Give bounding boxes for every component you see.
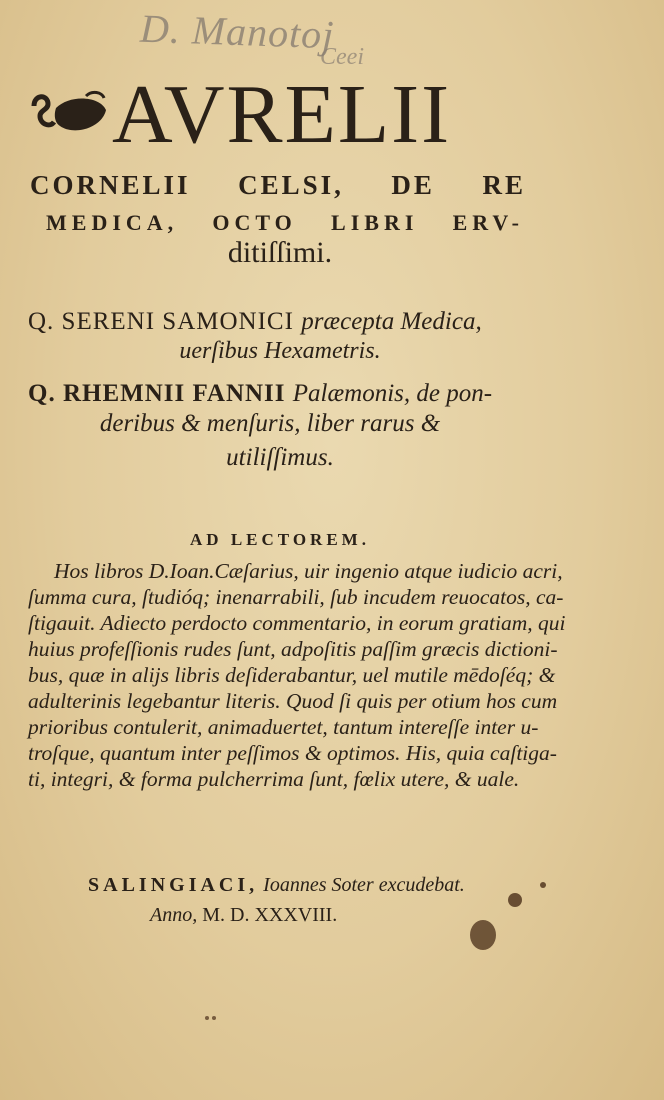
handwritten-signature: D. Manotoj (139, 5, 336, 58)
preface-line: huius profeſſionis rudes ſunt, adpoſitis paſſim græcis dictioni- (28, 637, 558, 661)
work3-title: Palæmonis, de pon- (292, 380, 493, 407)
ink-stain (508, 893, 522, 907)
work2-author: Q. SERENI SAMONICI (28, 308, 294, 335)
ink-spot (540, 882, 546, 888)
work3-line3: utiliſſimus. (226, 444, 334, 471)
title-line-2: CORNELII CELSI, DE RE (30, 170, 526, 200)
imprint-printer: Ioannes Soter excudebat. (263, 874, 465, 896)
work2-line2: uerſibus Hexametris. (179, 338, 381, 364)
imprint-year-label: Anno, (150, 904, 198, 926)
ink-spot (205, 1016, 209, 1020)
preface-text (28, 558, 566, 792)
preface-line: bus, quæ in alijs libris deſiderabantur, uel mutile mēdoſéq; & (28, 663, 556, 687)
imprint-place: SALINGIACI, (88, 874, 259, 896)
work2-title: præcepta Medica, (301, 308, 482, 335)
imprint-year: M. D. XXXVIII. (202, 904, 338, 926)
preface-line: ti, integri, & forma pulcherrima ſunt, fœlix utere, & uale. (28, 767, 520, 791)
preface-line: prioribus contulerit, animaduertet, tantum intereſſe inter u- (28, 715, 539, 739)
imprint-line2 (150, 904, 337, 927)
work3-heading (28, 380, 492, 408)
handwritten-signature-line2: Ceei (320, 44, 364, 70)
preface-line: Hos libros D.Ioan.Cæſarius, uir ingenio atque iudicio acri, (54, 559, 563, 583)
title-line-aurelii: AVRELII (112, 68, 452, 161)
preface-line: troſque, quantum inter peſſimos & optimos. His, quia caſtiga- (28, 741, 557, 765)
title-line-3: MEDICA, OCTO LIBRI ERV- (46, 210, 524, 235)
preface-heading: AD LECTOREM. (190, 530, 370, 549)
preface-line: adulterinis legebantur literis. Quod ſi quis per otium hos cum (28, 689, 558, 713)
work3-line2: deribus & menſuris, liber rarus & (99, 410, 441, 437)
imprint-line1 (88, 874, 465, 897)
ink-stain (470, 920, 496, 950)
title-line-4: ditiſſimi. (227, 236, 333, 269)
ink-spot (212, 1016, 216, 1020)
work3-author: Q. RHEMNII FANNII (28, 380, 286, 407)
preface-line: ſumma cura, ſtudióq; inenarrabili, ſub incudem reuocatos, ca- (28, 585, 564, 609)
preface-line: ſtigauit. Adiecto perdocto commentario, in eorum gratiam, qui (28, 611, 566, 635)
work2-heading (28, 308, 482, 336)
fleuron-ornament-icon (30, 88, 110, 138)
